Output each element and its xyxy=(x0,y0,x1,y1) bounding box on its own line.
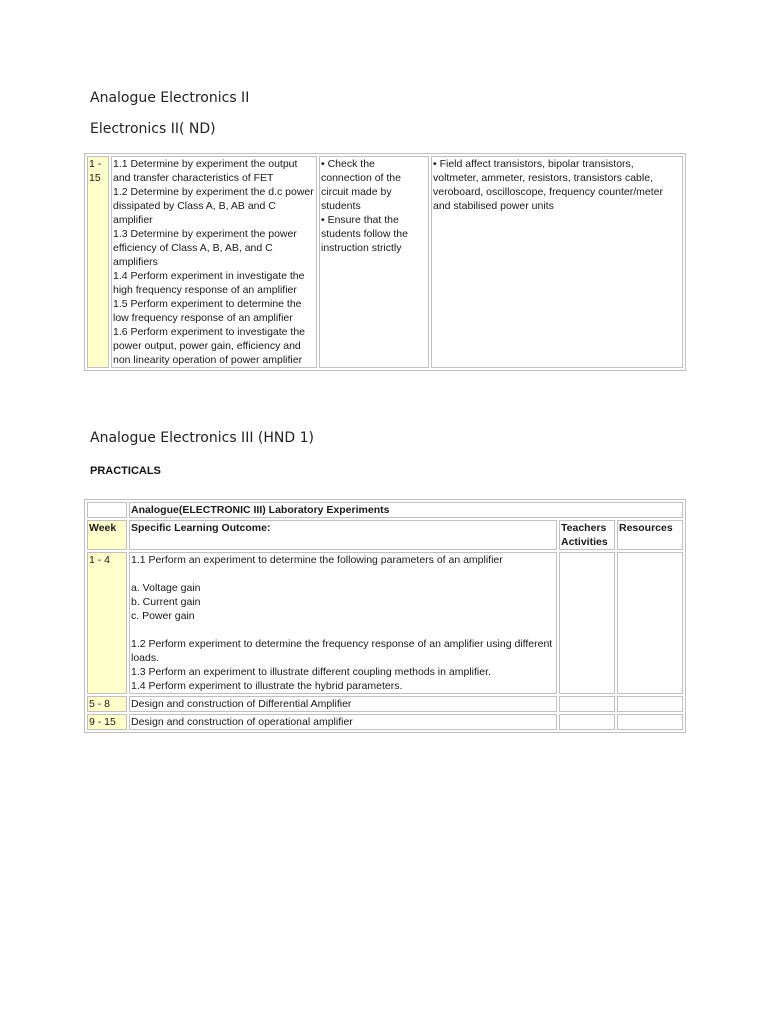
spacer xyxy=(131,567,555,581)
activity-item: • Ensure that the students follow the instruction strictly xyxy=(321,214,408,254)
outcome-item: 1.4 Perform experiment in investigate the high frequency response of an amplifier xyxy=(113,270,305,296)
activities-cell xyxy=(559,552,615,694)
section-title-hnd: Analogue Electronics III (HND 1) xyxy=(90,430,314,446)
resources-header: Resources xyxy=(617,520,683,550)
empty-cell xyxy=(87,502,127,518)
week-cell: 5 - 8 xyxy=(87,696,127,712)
parameter-item: c. Power gain xyxy=(131,610,195,622)
hnd-lab-table xyxy=(84,499,686,733)
resources-cell xyxy=(617,714,683,730)
outcome-item: 1.5 Perform experiment to determine the low frequency response of an amplifier xyxy=(113,298,302,324)
outcome-item: 1.3 Perform an experiment to illustrate different coupling methods in amplifier. xyxy=(131,666,491,678)
week-cell: 1 - 15 xyxy=(87,156,109,368)
outcome-item: 1.1 Perform an experiment to determine the following parameters of an amplifier xyxy=(131,554,503,566)
table-row xyxy=(87,156,683,368)
table-header-row xyxy=(87,520,683,550)
page-title: Analogue Electronics II xyxy=(90,90,250,106)
parameter-item: a. Voltage gain xyxy=(131,582,201,594)
activities-cell xyxy=(559,696,615,712)
outcome-item: 1.4 Perform experiment to illustrate the hybrid parameters. xyxy=(131,680,403,692)
outcome-cell xyxy=(111,156,317,368)
activities-cell xyxy=(319,156,429,368)
table-row xyxy=(87,714,683,730)
table-title: Analogue(ELECTRONIC III) Laboratory Experiments xyxy=(129,502,683,518)
activities-cell xyxy=(559,714,615,730)
outcome-header: Specific Learning Outcome: xyxy=(129,520,557,550)
table-row xyxy=(87,552,683,694)
activity-item: • Check the connection of the circuit made by students xyxy=(321,158,401,212)
resources-cell xyxy=(617,552,683,694)
outcome-item: 1.2 Perform experiment to determine the frequency response of an amplifier using different loads. xyxy=(131,638,553,664)
outcome-cell: Design and construction of Differential Amplifier xyxy=(129,696,557,712)
outcome-item: 1.3 Determine by experiment the power efficiency of Class A, B, AB, and C amplifiers xyxy=(113,228,297,268)
practicals-heading: PRACTICALS xyxy=(90,465,161,477)
section-title-nd: Electronics II( ND) xyxy=(90,121,216,137)
outcome-cell xyxy=(129,552,557,694)
table-row xyxy=(87,696,683,712)
parameter-item: b. Current gain xyxy=(131,596,201,608)
outcome-item: 1.1 Determine by experiment the output and transfer characteristics of FET xyxy=(113,158,298,184)
spacer xyxy=(131,623,555,637)
outcome-item: 1.2 Determine by experiment the d.c power dissipated by Class A, B, AB and C amplifier xyxy=(113,186,314,226)
outcome-cell: Design and construction of operational amplifier xyxy=(129,714,557,730)
week-cell: 9 - 15 xyxy=(87,714,127,730)
outcome-item: 1.6 Perform experiment to investigate the power output, power gain, efficiency and non linearity operation of power amplifier xyxy=(113,326,306,366)
resources-text: • Field affect transistors, bipolar transistors, voltmeter, ammeter, resistors, transistors cable, veroboard, oscilloscope, frequency counter/meter and stabilised power units xyxy=(433,158,663,212)
resources-cell xyxy=(431,156,683,368)
resources-cell xyxy=(617,696,683,712)
nd-syllabus-table xyxy=(84,153,686,371)
table-title-row xyxy=(87,502,683,518)
week-cell: 1 - 4 xyxy=(87,552,127,694)
week-header: Week xyxy=(87,520,127,550)
activities-header: Teachers Activities xyxy=(559,520,615,550)
